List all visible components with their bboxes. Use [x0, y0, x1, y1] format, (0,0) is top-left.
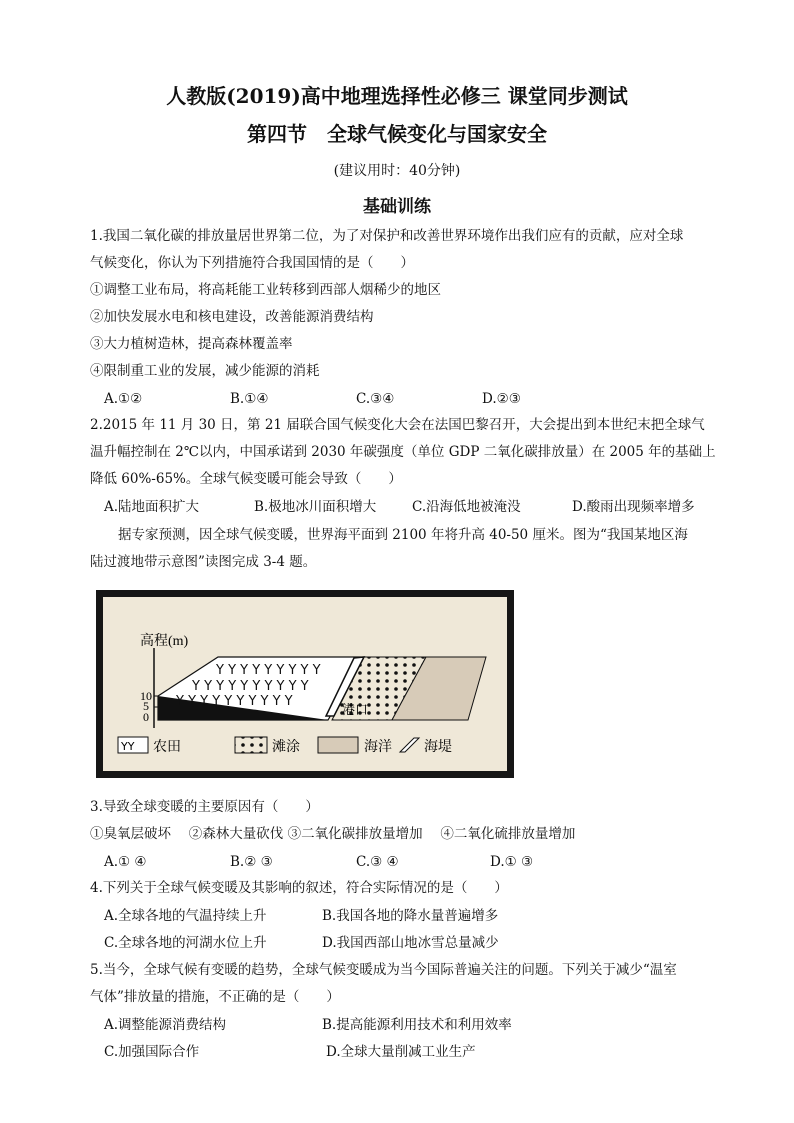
q1-option-c: C.③④ — [356, 391, 395, 407]
q4-option-a: A.全球各地的气温持续上升 — [104, 908, 267, 924]
q2-stem-line-3: 降低 60%-65%。全球气候变暖可能会导致（ ） — [90, 471, 402, 487]
q2-stem-line-1: 2.2015 年 11 月 30 日，第 21 届联合国气候变化大会在法国巴黎召开，大会提出到本世纪末把全球气 — [90, 417, 705, 433]
legend-sea-swatch — [318, 737, 358, 753]
q1-item-1: ①调整工业布局，将高耗能工业转移到西部人烟稀少的地区 — [90, 282, 441, 298]
port-label: 港口 — [342, 702, 369, 717]
svg-text:Y Y Y Y Y Y Y Y Y Y: Y Y Y Y Y Y Y Y Y Y — [192, 679, 309, 694]
q3-option-b: B.② ③ — [230, 854, 273, 870]
q2-option-d: D.酸雨出现频率增多 — [572, 499, 695, 515]
q1-stem-line-2: 气候变化，你认为下列措施符合我国国情的是（ ） — [90, 255, 414, 271]
q3-option-a: A.① ④ — [104, 854, 147, 870]
svg-text:Y Y Y Y Y Y Y Y Y: Y Y Y Y Y Y Y Y Y — [216, 663, 321, 678]
section-title: 第四节 全球气候变化与国家安全 — [247, 122, 547, 146]
q4-option-b: B.我国各地的降水量普遍增多 — [322, 908, 499, 924]
q4-option-c: C.全球各地的河湖水位上升 — [104, 935, 267, 951]
q3-option-d: D.① ③ — [490, 854, 534, 870]
tick-5: 5 — [143, 699, 149, 713]
q3-stem: 3.导致全球变暖的主要原因有（ ） — [90, 799, 319, 815]
part-heading: 基础训练 — [363, 197, 431, 217]
q5-option-d: D.全球大量削减工业生产 — [326, 1044, 476, 1060]
q5-option-c: C.加强国际合作 — [104, 1044, 200, 1060]
q5-option-a: A.调整能源消费结构 — [104, 1017, 227, 1033]
intro-line-2: 陆过渡地带示意图”读图完成 3-4 题。 — [90, 554, 317, 570]
coastal-transition-diagram — [96, 590, 514, 778]
legend-farmland-label: 农田 — [153, 740, 181, 755]
q4-option-d: D.我国西部山地冰雪总量减少 — [322, 935, 499, 951]
q3-option-c: C.③ ④ — [356, 854, 399, 870]
q5-option-b: B.提高能源利用技术和利用效率 — [322, 1017, 512, 1033]
q4-stem: 4.下列关于全球气候变暖及其影响的叙述，符合实际情况的是（ ） — [90, 880, 508, 896]
q1-item-2: ②加快发展水电和核电建设，改善能源消费结构 — [90, 309, 374, 325]
q5-stem-line-2: 气体”排放量的措施，不正确的是（ ） — [90, 989, 340, 1005]
tick-10: 10 — [140, 689, 152, 703]
q1-item-4: ④限制重工业的发展，减少能源的消耗 — [90, 363, 320, 379]
tick-0: 0 — [143, 710, 149, 724]
legend-seawall-label: 海堤 — [424, 740, 452, 755]
q2-stem-line-2: 温升幅控制在 2℃以内，中国承诺到 2030 年碳强度（单位 GDP 二氧化碳排放量）在 2005 年的基础上 — [90, 444, 716, 460]
legend-sea-label: 海洋 — [364, 740, 392, 755]
q1-option-a: A.①② — [104, 391, 143, 407]
y-axis-label: 高程(m) — [140, 634, 189, 649]
svg-text:Y Y Y Y Y Y Y Y Y Y: Y Y Y Y Y Y Y Y Y Y — [176, 694, 293, 709]
legend-tidal-flat-swatch — [235, 737, 267, 753]
q1-stem-line-1: 1.我国二氧化碳的排放量居世界第二位，为了对保护和改善世界环境作出我们应有的贡献，应对全球 — [90, 228, 684, 244]
q2-option-c: C.沿海低地被淹没 — [412, 499, 521, 515]
q1-option-d: D.②③ — [482, 391, 521, 407]
q5-stem-line-1: 5.当今，全球气候有变暖的趋势，全球气候变暖成为当今国际普遍关注的问题。下列关于减少“温室 — [90, 962, 677, 978]
time-hint: (建议用时：40分钟) — [333, 163, 461, 179]
q3-items: ①臭氧层破坏 ②森林大量砍伐 ③二氧化碳排放量增加 ④二氧化硫排放量增加 — [90, 826, 576, 842]
q1-option-b: B.①④ — [230, 391, 269, 407]
intro-line-1: 据专家预测，因全球气候变暖，世界海平面到 2100 年将升高 40-50 厘米。图为“我国某地区海 — [118, 527, 688, 543]
document-title: 人教版(2019)高中地理选择性必修三 课堂同步测试 — [166, 84, 628, 108]
q2-option-b: B.极地冰川面积增大 — [254, 499, 377, 515]
q1-item-3: ③大力植树造林，提高森林覆盖率 — [90, 336, 293, 352]
q2-option-a: A.陆地面积扩大 — [104, 499, 200, 515]
legend-tidal-flat-label: 滩涂 — [272, 740, 300, 755]
legend-farmland-glyph: YY — [121, 740, 135, 753]
